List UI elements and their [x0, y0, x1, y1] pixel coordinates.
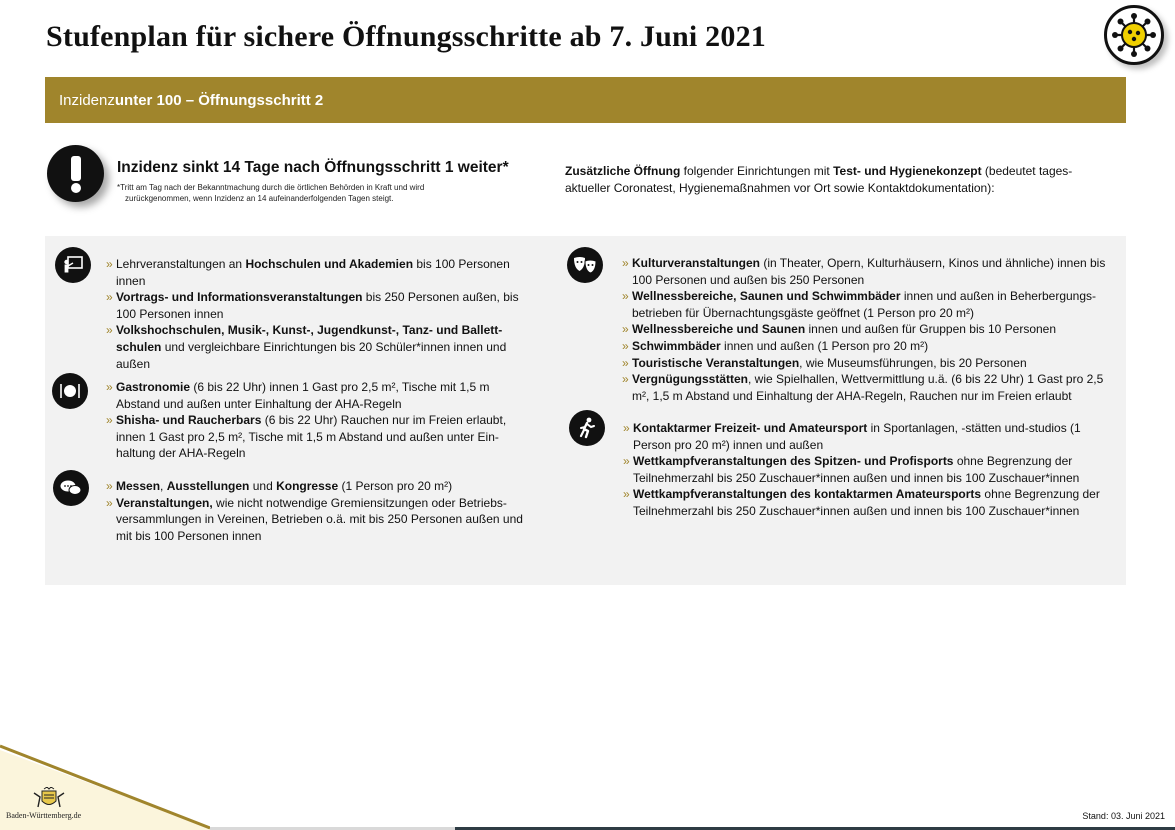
item-text: ohne Begrenzung der Teilnehmerzahl bis 250 Zuschauer*innen außen und innen bis 100 Zuschauer*innen — [633, 454, 1080, 485]
footnote-line-1: *Tritt am Tag nach der Bekanntmachung durch die örtlichen Behörden in Kraft und wird — [117, 183, 425, 192]
list-item — [623, 453, 1113, 486]
gastro-list — [106, 379, 516, 462]
item-bold: Hochschulen und Akademien — [245, 257, 414, 271]
item-bold: Kongresse — [276, 479, 339, 493]
item-text: ohne Begrenzung der Teilnehmerzahl bis 250 Zuschauer*innen außen und innen bis 100 Zuschauer*innen — [633, 487, 1100, 518]
item-text: wie nicht notwendige Gremiensitzungen oder Betriebs-versammlungen in Vereinen, Betrieben o.ä. mit bis 250 Personen außen und mit bis 100 Personen innen — [116, 495, 523, 543]
speech-bubbles-icon — [53, 470, 89, 506]
education-list — [106, 256, 530, 372]
item-bold: Touristische Veranstaltungen — [632, 355, 800, 370]
item-bold: Volkshochschulen, Musik-, Kunst-, Jugendkunst-, Tanz- und Ballett-schulen — [116, 323, 503, 354]
list-item — [622, 288, 1122, 321]
item-text: (6 bis 22 Uhr) Rauchen nur im Freien erlaubt, innen 1 Gast pro 2,5 m², Tische mit 1,5 m Abstand und außen unter Ein-haltung der AHA-Regeln — [116, 413, 507, 461]
item-bold: Shisha- und Raucherbars — [116, 413, 262, 428]
item-text: bis 250 Personen außen, bis 100 Personen innen — [116, 290, 519, 321]
list-item — [106, 478, 536, 495]
item-text: (6 bis 22 Uhr) innen 1 Gast pro 2,5 m², Tische mit 1,5 m Abstand und außen unter Einhaltung der AHA-Regeln — [116, 380, 490, 411]
intro-bold-2: Test- und Hygienekonzept — [833, 164, 982, 178]
item-bold: Messen — [116, 479, 161, 493]
brand-name: Baden-Württemberg.de — [6, 811, 82, 820]
list-item — [106, 495, 536, 545]
dining-icon — [52, 373, 88, 409]
sports-list — [623, 420, 1113, 520]
item-bold: Vortrags- und Informationsveranstaltungen — [116, 290, 363, 305]
item-text: bis 100 Personen innen — [116, 257, 510, 288]
warning-heading: Inzidenz sinkt 14 Tage nach Öffnungsschritt 1 weiter* — [117, 159, 509, 176]
list-item — [106, 412, 516, 462]
list-item — [622, 255, 1122, 288]
virus-badge-icon — [1104, 5, 1164, 65]
culture-list — [622, 255, 1122, 404]
warning-footnote — [117, 182, 517, 204]
list-item — [623, 420, 1113, 453]
item-text: und vergleichbare Einrichtungen bis 20 Schüler*innen innen und außen — [116, 339, 507, 371]
item-text: innen und außen in Beherbergungs-betrieben für Übernachtungsgäste geöffnet (1 Person pro 20 m²) — [632, 289, 1097, 320]
list-item — [106, 379, 516, 412]
list-item — [622, 355, 1122, 372]
item-bold: Vergnügungsstätten — [632, 372, 749, 387]
list-item — [106, 289, 530, 322]
item-text: (1 Person pro 20 m²) — [338, 479, 453, 493]
item-text: (in Theater, Opern, Kulturhäusern, Kinos und ähnliche) innen bis 100 Personen und außen bis 250 Personen — [632, 256, 1106, 287]
intro-bold-1: Zusätzliche Öffnung — [565, 164, 681, 178]
events-list — [106, 478, 536, 544]
item-bold: Gastronomie — [116, 380, 191, 394]
item-text: und — [249, 479, 277, 493]
intro-text — [565, 163, 1110, 197]
item-text: in Sportanlagen, -stätten und-studios (1 Person pro 20 m²) innen und außen — [633, 421, 1081, 452]
item-bold: Schwimmbäder — [632, 338, 721, 353]
footnote-line-2: zurückgenommen, wenn Inzidenz an 14 aufeinanderfolgenden Tagen steigt. — [125, 194, 394, 203]
banner-prefix: Inzidenz — [59, 91, 115, 109]
list-item — [106, 322, 530, 372]
item-bold: Kontaktarmer Freizeit- und Amateursport — [633, 421, 868, 435]
item-text: , wie Spielhallen, Wettvermittlung u.ä. (6 bis 22 Uhr) 1 Gast pro 2,5 m², 1,5 m Abstand und Einhaltung der AHA-Regeln, Rauchen nur im Freien erlaubt — [632, 372, 1104, 403]
page-title: Stufenplan für sichere Öffnungsschritte ab 7. Juni 2021 — [46, 20, 766, 53]
list-item — [622, 338, 1122, 355]
intro-text-2: (bedeutet tages-aktueller Coronatest, Hygienemaßnahmen vor Ort sowie Kontaktdokumentation): — [565, 164, 1073, 195]
running-person-icon — [569, 410, 605, 446]
item-bold: Wettkampfveranstaltungen des Spitzen- und Profisports — [633, 454, 954, 469]
intro-text-1: folgender Einrichtungen mit — [680, 164, 834, 178]
teaching-icon — [55, 247, 91, 283]
item-text: innen und außen (1 Person pro 20 m²) — [720, 338, 929, 353]
list-item — [106, 256, 530, 289]
stand-date: Stand: 03. Juni 2021 — [1082, 811, 1165, 821]
item-bold: Wettkampfveranstaltungen des kontaktarmen Amateursports — [633, 487, 982, 502]
item-text: , — [160, 479, 167, 493]
list-item — [623, 486, 1113, 519]
item-bold: Ausstellungen — [166, 479, 250, 493]
list-item — [622, 321, 1122, 338]
incidence-banner — [45, 77, 1126, 123]
item-bold: Veranstaltungen, — [116, 495, 213, 510]
item-bold: Kulturveranstaltungen — [632, 256, 761, 270]
banner-bold: unter 100 – Öffnungsschritt 2 — [114, 91, 324, 109]
theater-masks-icon — [567, 247, 603, 283]
item-text: , wie Museumsführungen, bis 20 Personen — [799, 355, 1027, 370]
item-text: Lehrveranstaltungen an — [116, 257, 246, 271]
item-text: innen und außen für Gruppen bis 10 Personen — [805, 322, 1057, 337]
item-bold: Wellnessbereiche, Saunen und Schwimmbäder — [632, 289, 901, 304]
item-bold: Wellnessbereiche und Saunen — [632, 322, 806, 337]
exclamation-icon — [47, 145, 104, 202]
list-item — [622, 371, 1122, 404]
